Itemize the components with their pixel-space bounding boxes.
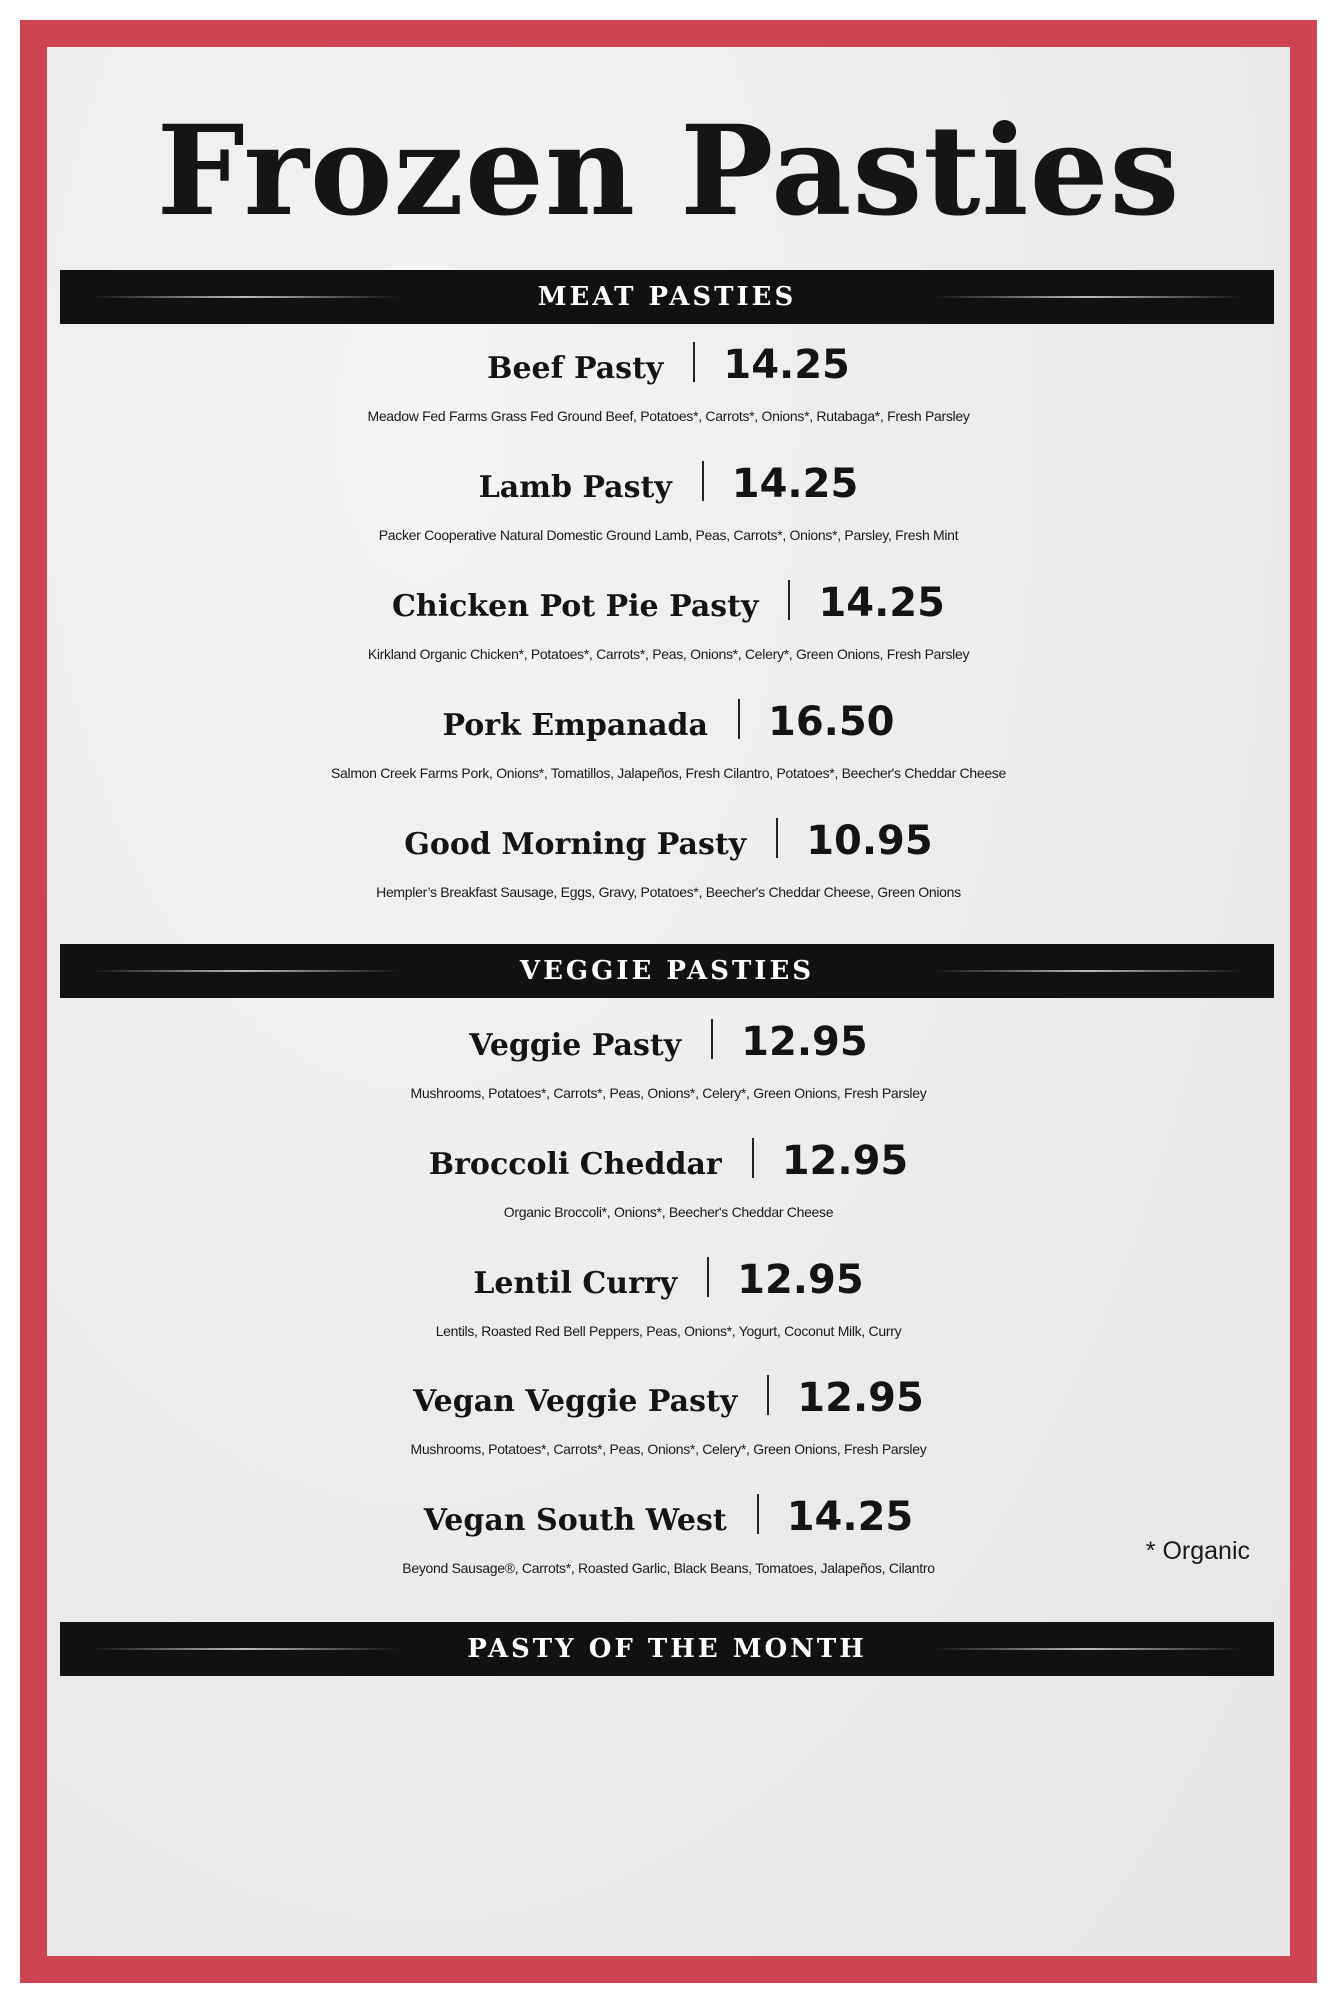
- price-separator: [693, 342, 695, 382]
- section-label: VEGGIE PASTIES: [519, 956, 815, 986]
- item-price: 12.95: [797, 1375, 924, 1421]
- item-price: 14.25: [786, 1494, 914, 1540]
- item-description: Beyond Sausage®, Carrots*, Roasted Garlic, Black Beans, Tomatoes, Jalapeños, Cilantro: [402, 1560, 935, 1576]
- item-description: Mushrooms, Potatoes*, Carrots*, Peas, Onions*, Celery*, Green Onions, Fresh Parsley: [410, 1085, 927, 1101]
- section-header-pasty-of-the-month: [60, 1622, 1274, 1676]
- price-separator: [767, 1375, 769, 1415]
- item-name: Good Morning Pasty: [404, 827, 747, 862]
- menu-paper: [47, 47, 1290, 1956]
- price-separator: [711, 1019, 713, 1059]
- item-name: Vegan Veggie Pasty: [413, 1384, 738, 1419]
- item-price: 14.25: [818, 580, 945, 626]
- item-price: 12.95: [781, 1138, 909, 1184]
- item-name: Vegan South West: [423, 1503, 727, 1538]
- menu-item-lamb-pasty: [47, 451, 1290, 553]
- item-description: Meadow Fed Farms Grass Fed Ground Beef, Potatoes*, Carrots*, Onions*, Rutabaga*, Fresh Parsley: [367, 408, 970, 424]
- menu-item-pork-empanada: [47, 689, 1290, 791]
- item-description: Salmon Creek Farms Pork, Onions*, Tomatillos, Jalapeños, Fresh Cilantro, Potatoes*, Beecher's Cheddar Cheese: [330, 765, 1006, 781]
- item-description: Lentils, Roasted Red Bell Peppers, Peas, Onions*, Yogurt, Coconut Milk, Curry: [435, 1323, 902, 1339]
- price-separator: [702, 461, 704, 501]
- item-name: Pork Empanada: [442, 708, 708, 743]
- price-separator: [752, 1138, 754, 1178]
- menu-item-beef-pasty: [47, 332, 1290, 434]
- item-price: 14.25: [731, 461, 859, 507]
- item-description: Mushrooms, Potatoes*, Carrots*, Peas, Onions*, Celery*, Green Onions, Fresh Parsley: [410, 1441, 927, 1457]
- price-separator: [757, 1494, 759, 1534]
- item-price: 14.25: [723, 342, 850, 388]
- price-separator: [776, 818, 778, 858]
- item-price: 12.95: [741, 1019, 868, 1065]
- item-price: 12.95: [737, 1257, 864, 1303]
- price-separator: [707, 1257, 709, 1297]
- item-name: Lentil Curry: [473, 1266, 678, 1301]
- organic-footnote: * Organic: [1145, 1537, 1250, 1565]
- item-name: Broccoli Cheddar: [428, 1147, 722, 1182]
- item-description: Hempler’s Breakfast Sausage, Eggs, Gravy, Potatoes*, Beecher's Cheddar Cheese, Green Onions: [376, 884, 961, 900]
- item-description: Kirkland Organic Chicken*, Potatoes*, Carrots*, Peas, Onions*, Celery*, Green Onions, Fresh Parsley: [367, 646, 970, 662]
- section-label: PASTY OF THE MONTH: [467, 1634, 867, 1664]
- item-name: Veggie Pasty: [469, 1028, 682, 1063]
- item-name: Beef Pasty: [487, 351, 664, 386]
- item-description: Packer Cooperative Natural Domestic Ground Lamb, Peas, Carrots*, Onions*, Parsley, Fresh Mint: [378, 527, 959, 543]
- price-separator: [788, 580, 790, 620]
- item-description: Organic Broccoli*, Onions*, Beecher's Cheddar Cheese: [503, 1204, 834, 1220]
- section-header-meat: [60, 270, 1274, 324]
- price-separator: [738, 699, 740, 739]
- menu-item-chicken-pot-pie-pasty: [47, 570, 1290, 672]
- item-name: Lamb Pasty: [478, 470, 672, 505]
- menu-item-good-morning-pasty: [47, 808, 1290, 910]
- menu-item-veggie-pasty: [47, 1009, 1290, 1111]
- menu-item-broccoli-cheddar: [47, 1128, 1290, 1230]
- menu-item-vegan-veggie-pasty: [47, 1365, 1290, 1467]
- section-header-veggie: [60, 944, 1274, 998]
- item-price: 16.50: [767, 699, 895, 745]
- menu-item-vegan-south-west: [47, 1484, 1290, 1586]
- section-label: MEAT PASTIES: [537, 282, 797, 312]
- menu-title: Frozen Pasties: [156, 99, 1181, 244]
- item-name: Chicken Pot Pie Pasty: [392, 589, 759, 624]
- item-price: 10.95: [806, 818, 933, 864]
- menu-item-lentil-curry: [47, 1247, 1290, 1349]
- menu-border: [20, 20, 1317, 1983]
